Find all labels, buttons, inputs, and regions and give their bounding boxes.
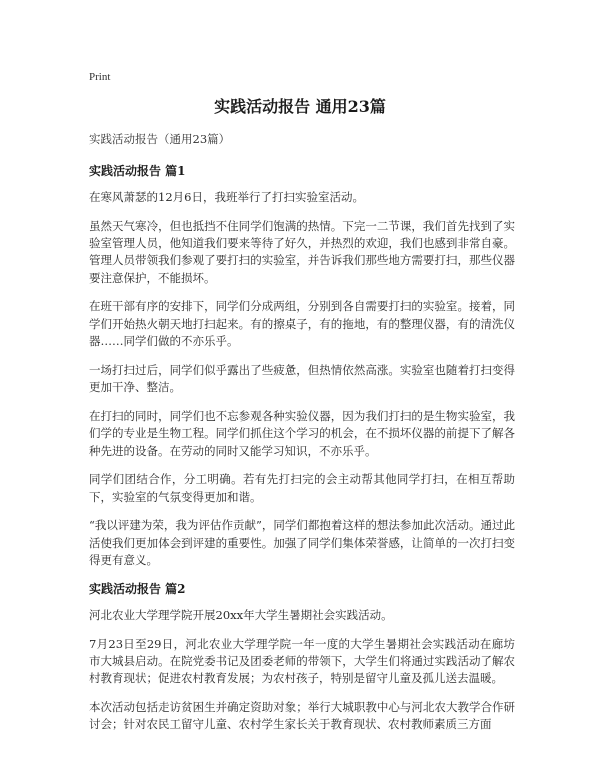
paragraph: “我以评建为荣，我为评估作贡献”，同学们都抱着这样的想法参加此次活动。通过此活使我们更加体会到评建的重要性。加强了同学们集体荣誉感，让简单的一次打扫变得更有意义。 [89, 518, 515, 568]
paragraph: 7月23日至29日，河北农业大学理学院一年一度的大学生暑期社会实践活动在廊坊市大城县启动。在院党委书记及团委老师的带领下，大学生们将通过实践活动了解农村教育现状；促进农村教育发展；为农村孩子，特别是留守儿童及孤儿送去温暖。 [89, 636, 515, 686]
paragraph: 在寒风萧瑟的12月6日，我班举行了打扫实验室活动。 [89, 190, 364, 204]
paragraph: 本次活动包括走访贫困生并确定资助对象；举行大城职教中心与河北农大教学合作研讨会；针对农民工留守儿童、农村学生家长关于教育现状、农村教师素质三方面 [89, 700, 515, 732]
section-1 [89, 163, 515, 569]
paragraph: 在打扫的同时，同学们也不忘参观各种实验仪器，因为我们打扫的是生物实验室，我们学的专业是生物工程。同学们抓住这个学习的机会，在不损坏仪器的前提下了解各种先进的设备。在劳动的同时又能学习知识，不亦乐乎。 [89, 408, 515, 458]
document-body [89, 131, 515, 745]
paragraph: 一场打扫过后，同学们似乎露出了些疲惫，但热情依然高涨。实验室也随着打扫变得更加干净、整洁。 [89, 362, 515, 395]
paragraph: 虽然天气寒冷，但也抵挡不住同学们饱满的热情。下完一二节课，我们首先找到了实验室管理人员，他知道我们要来等待了好久，并热烈的欢迎，我们也感到非常自豪。管理人员带领我们参观了要打扫的实验室，并告诉我们那些地方需要打扫，那些仪器要注意保护，不能损坏。 [89, 218, 515, 285]
page-title: 实践活动报告 通用23篇 [214, 97, 386, 116]
print-link[interactable]: Print [89, 71, 111, 83]
section-2 [89, 581, 515, 734]
section-heading: 实践活动报告 篇2 [89, 581, 186, 596]
paragraph: 在班干部有序的安排下，同学们分成两组，分别到各自需要打扫的实验室。接着，同学们开始热火朝天地打扫起来。有的擦桌子，有的拖地，有的整理仪器，有的清洗仪器……同学们做的不亦乐乎。 [89, 299, 515, 349]
paragraph: 同学们团结合作，分工明确。若有先打扫完的会主动帮其他同学打扫，在相互帮助下，实验室的气氛变得更加和谐。 [89, 472, 515, 504]
document-subtitle: 实践活动报告（通用23篇） [89, 132, 231, 146]
paragraph: 河北农业大学理学院开展20xx年大学生暑期社会实践活动。 [89, 607, 393, 622]
section-heading: 实践活动报告 篇1 [89, 164, 186, 178]
